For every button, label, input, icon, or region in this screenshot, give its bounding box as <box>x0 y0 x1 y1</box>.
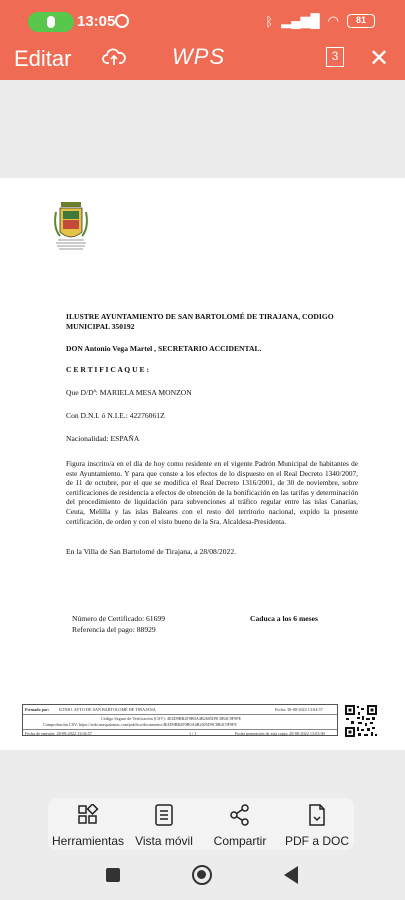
system-icons <box>265 13 375 29</box>
mobile-view-icon <box>154 804 174 826</box>
document-page[interactable] <box>0 178 405 750</box>
person-name: Que D/Dª: MARIELA MESA MONZON <box>66 388 192 397</box>
signal-icon: ▂▄▆█ <box>281 13 320 28</box>
municipal-seal <box>50 200 92 258</box>
system-nav-bar <box>0 850 405 900</box>
bluetooth-icon: ᛒ <box>265 13 274 29</box>
upload-icon[interactable] <box>102 45 126 69</box>
pdf-to-doc-icon <box>307 804 327 826</box>
document-heading: ILUSTRE AYUNTAMIENTO DE SAN BARTOLOMÉ DE TIRAJANA, CODIGO MUNICIPAL 350192 <box>66 312 334 331</box>
qr-code-icon <box>344 704 378 738</box>
edit-button[interactable]: Editar <box>14 46 72 71</box>
pdf-to-doc-button[interactable] <box>280 798 354 850</box>
whatsapp-notification-icon <box>115 14 129 28</box>
footer-page: 1 / 1 <box>189 731 197 736</box>
emission-date: Fecha de emisión: 28-08-2022 13:04:57 <box>25 731 92 736</box>
back-icon[interactable] <box>284 866 298 884</box>
wps-logo: WPS <box>172 44 226 69</box>
csv-code: Código Seguro de Verificación (CSV): 4E4D9BB2F0B0A4B2605D9C8B4C9F9FE <box>101 716 242 721</box>
seal-caption <box>1 179 2 180</box>
close-icon[interactable]: ✕ <box>369 45 390 72</box>
dni-number: Con D.N.I. ó N.I.E.: 42276061Z <box>66 411 165 420</box>
signed-date: Fecha: 28-08-2022 13:04:57 <box>275 707 323 712</box>
footer-divider <box>23 714 337 715</box>
csv-check-url[interactable]: Comprobación CSV: https://sede.maspalomas.com/publico/documento/4E4D9BB2F0B0A4B2605D9C8B4C9F9FE <box>43 722 237 727</box>
share-button[interactable] <box>203 798 277 850</box>
signature-footer <box>22 704 338 736</box>
place-and-date: En la Villa de San Bartolomé de Tirajana, a 28/08/2022. <box>66 547 237 556</box>
signer-line: DON Antonio Vega Martel , SECRETARIO ACCIDENTAL. <box>66 344 262 353</box>
certificate-body: Figura inscrito/a en el día de hoy como residente en el vigente Padrón Municipal de habitantes de este Ayuntamiento. Y para que conste a los efectos de lo dispuesto en el Real Decreto 1340/2007, de 11 de octubre, por el que se modifica el Real Decreto 1316/2001, de 30 de noviembre, sobre certificaciones de residencia a efectos de obtención de la bonificación en las tarifas y determinación del procedimiento de liquidación para subvenciones al tráfico regular entre las islas Canarias, Ceuta, Melilla y las islas Baleares con el resto del territorio nacional, expido la presente certificación, de orden y con el visto bueno de la Sra. Alcaldesa-Presidenta. <box>66 459 358 526</box>
home-icon[interactable] <box>192 865 212 885</box>
mic-icon <box>47 16 55 28</box>
mobile-view-button[interactable] <box>128 798 200 850</box>
bottom-toolbar <box>48 798 354 850</box>
page-count-button[interactable]: 3 <box>326 47 344 67</box>
footer-divider <box>23 729 337 730</box>
certificate-number: Número de Certificado: 61699 <box>72 614 165 623</box>
pdf-to-doc-label: PDF a DOC <box>284 834 349 848</box>
recent-apps-icon[interactable] <box>106 868 120 882</box>
copy-generated-date: Fecha generación de esta copia: 28-08-2022 13:05:00 <box>235 731 325 736</box>
share-label: Compartir <box>213 834 267 848</box>
status-bar <box>0 0 405 40</box>
app-header <box>0 40 405 80</box>
nationality: Nacionalidad: ESPAÑA <box>66 434 140 443</box>
signed-by-label: Firmado por: <box>25 707 50 712</box>
clock: 13:05 <box>77 13 116 30</box>
share-icon <box>230 804 250 826</box>
ongoing-call-indicator[interactable] <box>28 12 74 32</box>
mobile-view-label: Vista móvil <box>135 834 193 848</box>
wifi-icon: ◠ <box>327 13 339 28</box>
certifies-heading: C E R T I F I C A Q U E : <box>66 365 149 374</box>
tools-label: Herramientas <box>51 834 125 848</box>
payment-reference: Referencia del pago: 88929 <box>72 625 156 634</box>
tools-icon <box>77 804 99 826</box>
expiry-note: Caduca a los 6 meses <box>250 614 318 623</box>
battery-icon: 81 <box>347 14 375 28</box>
tools-button[interactable] <box>48 798 128 850</box>
signed-by-value: ILTMO. AYTO DE SAN BARTOLOMÉ DE TIRAJANA <box>59 707 156 712</box>
